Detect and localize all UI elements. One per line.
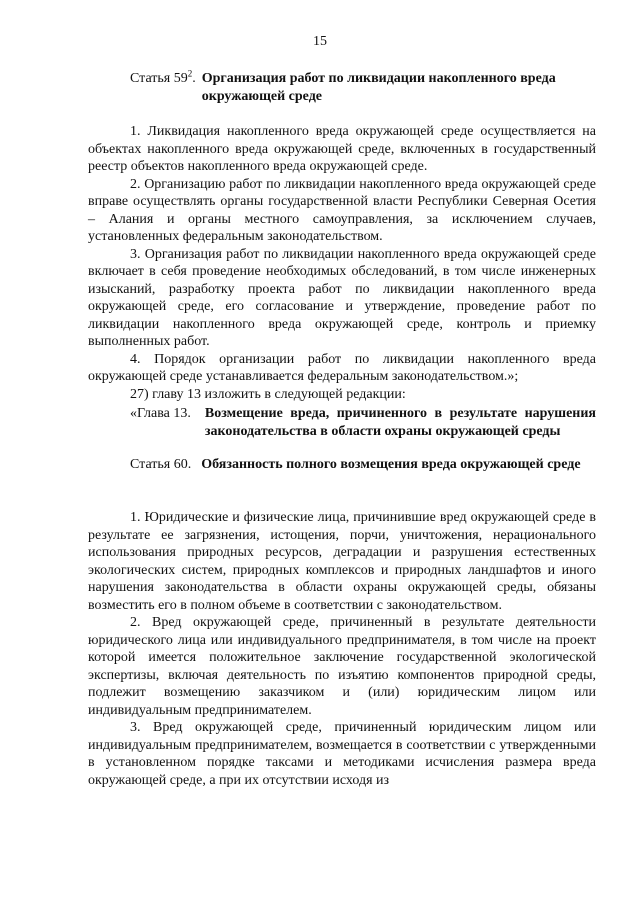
chapter-13-label: «Глава 13. (130, 406, 191, 421)
chapter-13-title: Возмещение вреда, причиненного в результате нарушения законодательства в области охраны окружающей среды (204, 406, 596, 439)
paragraph: 27) главу 13 изложить в следующей редакции: (130, 386, 406, 402)
article-59-2-heading (130, 70, 596, 105)
paragraph: 1. Ликвидация накопленного вреда окружающей среде осуществляется на объектах накопленного вреда окружающей среде, включенных в государственный реестр объектов накопленного вреда окружающей среде. (88, 124, 596, 174)
chapter-13-heading (130, 405, 596, 440)
article-59-2-label: Статья $59^2$. (130, 68, 196, 86)
paragraph: 2. Организацию работ по ликвидации накопленного вреда окружающей среде вправе осуществлять органы государственной власти Республики Северная Осетия – Алания и органы местного самоуправления, за исключением случаев, установленных федеральным законодательством. (88, 176, 596, 244)
article-60-heading (130, 456, 596, 474)
paragraph: 4. Порядок организации работ по ликвидации накопленного вреда окружающей среде устанавливается федеральным законодательством.»; (88, 351, 596, 384)
paragraph: 1. Юридические и физические лица, причинившие вред окружающей среде в результате ее загрязнения, истощения, порчи, уничтожения, нерационального использования природных ресурсов, деградации и разрушения естественных экологических систем, природных комплексов и природных ландшафтов и иного нарушения законодательства в области охраны окружающей среды, обязаны возместить его в полном объеме в соответствии с законодательством. (88, 510, 596, 613)
page-number: 15 (313, 34, 327, 49)
article-60-body (88, 509, 596, 789)
paragraph: 2. Вред окружающей среде, причиненный в результате деятельности юридического лица или индивидуального предпринимателя, в том числе на проект которой имеется положительное заключение государственной экологической экспертизы, включая деятельность по изъятию компонентов природной среды, подлежит возмещению заказчиком и (или) юридическим лицом или индивидуальным предпринимателем. (88, 615, 596, 718)
article-59-2-title: Организация работ по ликвидации накопленного вреда окружающей среде (201, 71, 556, 104)
article-59-2-body (88, 123, 596, 403)
article-60-title: Обязанность полного возмещения вреда окружающей среде (201, 457, 581, 472)
paragraph: 3. Вред окружающей среде, причиненный юридическим лицом или индивидуальным предпринимателем, возмещается в соответствии с утвержденными в установленном порядке таксами и методиками исчисления размера вреда окружающей среде, а при их отсутствии исходя из (88, 720, 596, 788)
article-60-label: Статья 60. (130, 457, 192, 472)
paragraph: 3. Организация работ по ликвидации накопленного вреда окружающей среде включает в себя проведение необходимых обследований, в том числе инженерных изысканий, разработку проекта работ по ликвидации накопленного вреда окружающей среде, его согласование и утверждение, проведение работ по ликвидации накопленного вреда окружающей среде, контроль и приемку выполненных работ. (88, 246, 596, 349)
